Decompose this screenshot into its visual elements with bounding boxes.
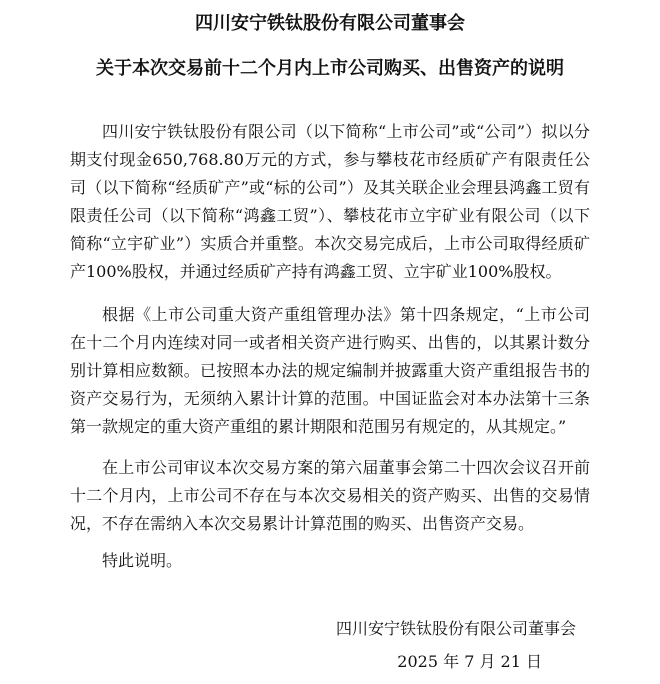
signature-organization: 四川安宁铁钛股份有限公司董事会	[335, 619, 576, 638]
body-paragraph-1: 四川安宁铁钛股份有限公司（以下简称“上市公司”或“公司”）拟以分期支付现金650,768.80万元的方式，参与攀枝花市经质矿产有限责任公司（以下简称“经质矿产”或“标的公司”）及其关联企业会理县鸿鑫工贸有限责任公司（以下简称“鸿鑫工贸”）、攀枝花市立宇矿业有限公司（以下简称“立宇矿业”）实质合并重整。本次交易完成后，上市公司取得经质矿产100%股权，并通过经质矿产持有鸿鑫工贸、立宇矿业100%股权。	[70, 122, 590, 281]
body-paragraph-2: 根据《上市公司重大资产重组管理办法》第十四条规定，“上市公司在十二个月内连续对同一或者相关资产进行购买、出售的，以其累计数分别计算相应数额。已按照本办法的规定编制并披露重大资产重组报告书的资产交易行为，无须纳入累计计算的范围。中国证监会对本办法第十三条第一款规定的重大资产重组的累计期限和范围另有规定的，从其规定。”	[70, 305, 590, 436]
body-paragraph-3: 在上市公司审议本次交易方案的第六届董事会第二十四次会议召开前十二个月内，上市公司不存在与本次交易相关的资产购买、出售的交易情况，不存在需纳入本次交易累计计算范围的购买、出售资产交易。	[70, 458, 590, 533]
document-header-company: 四川安宁铁钛股份有限公司董事会	[195, 13, 465, 34]
document-title: 关于本次交易前十二个月内上市公司购买、出售资产的说明	[96, 58, 564, 79]
body-paragraph-closing: 特此说明。	[102, 551, 183, 570]
signature-date: 2025 年 7 月 21 日	[397, 652, 542, 671]
